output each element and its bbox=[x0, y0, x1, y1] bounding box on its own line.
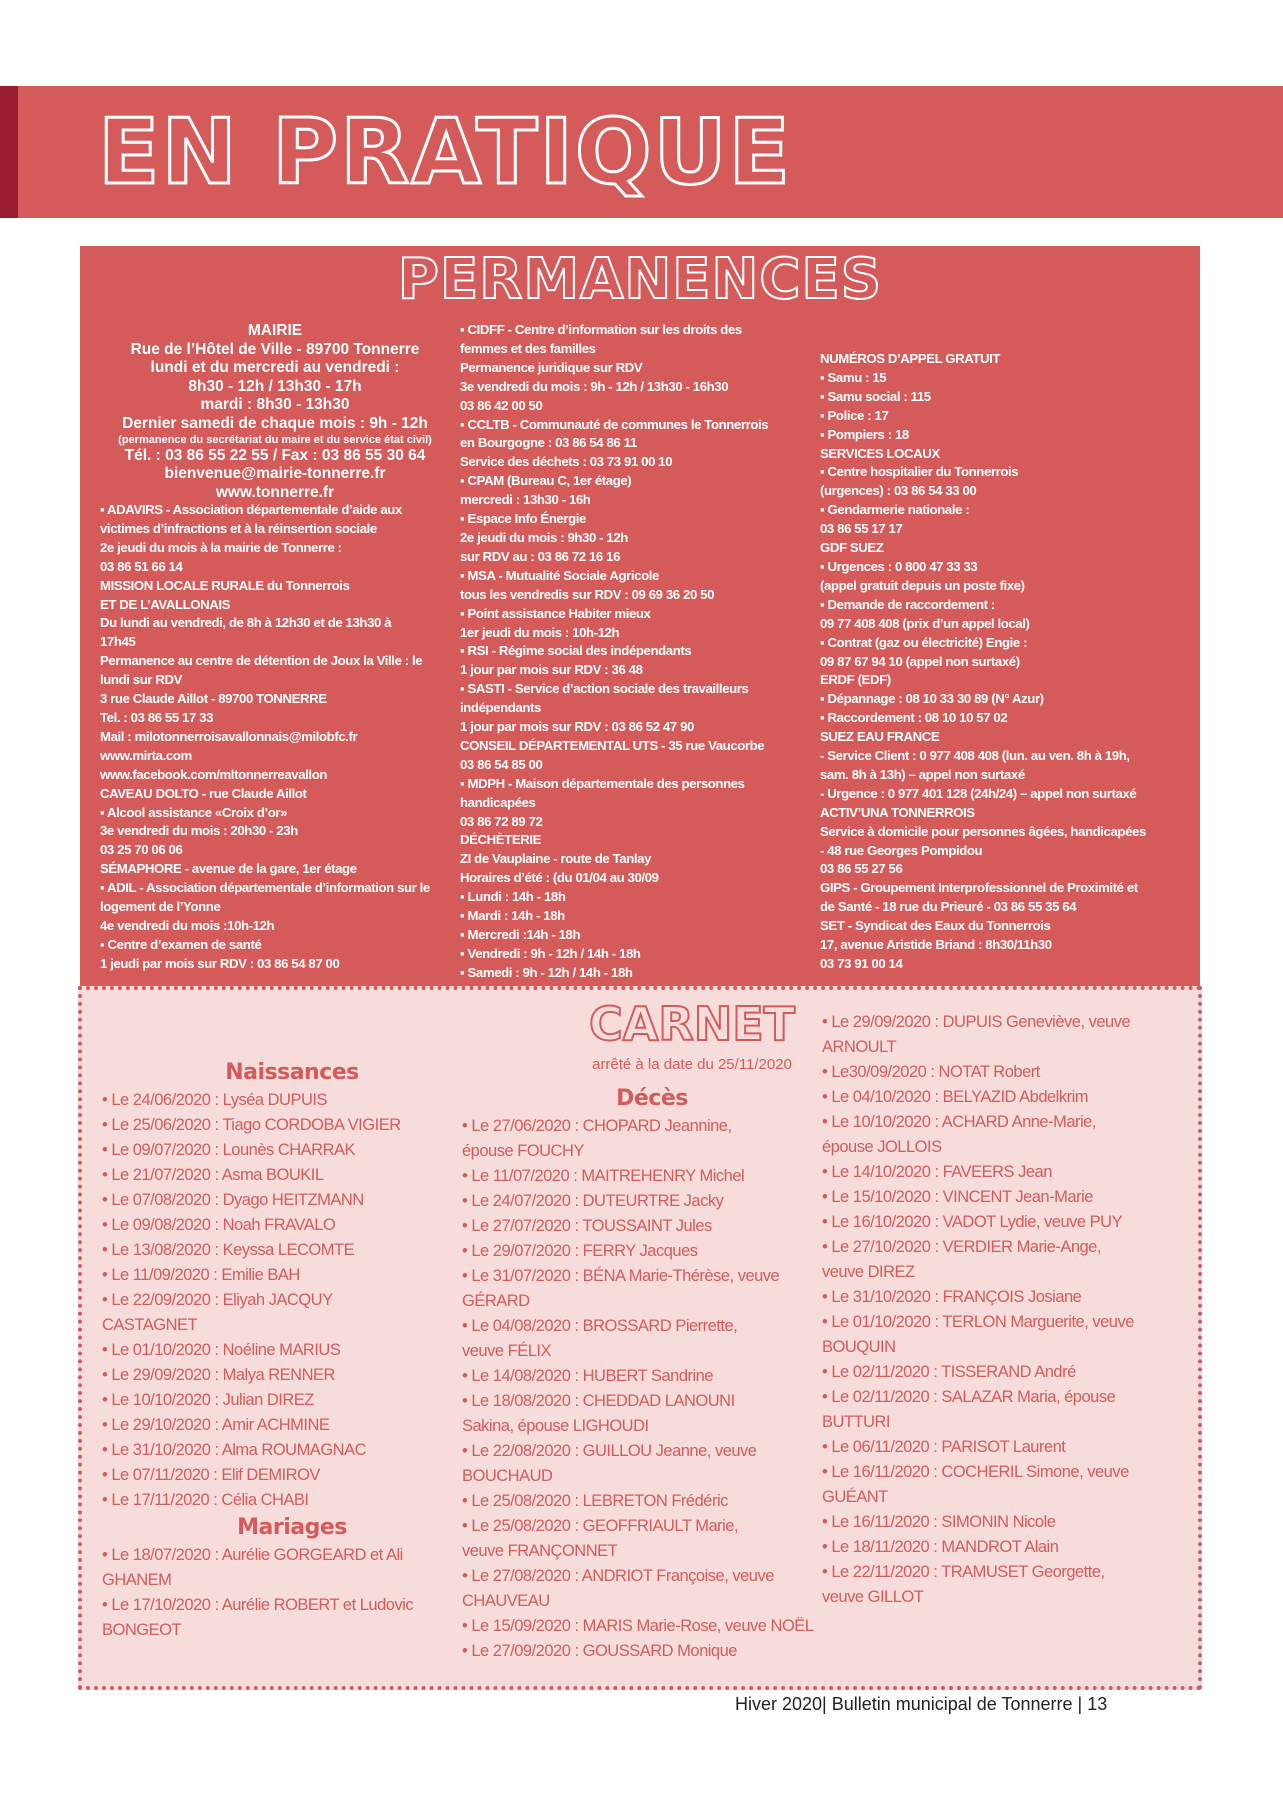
deces-entry: épouse JOLLOIS bbox=[822, 1138, 942, 1156]
permanence-line: CONSEIL DÉPARTEMENTAL UTS - 35 rue Vaucorbe bbox=[460, 737, 765, 753]
page-footer: Hiver 2020| Bulletin municipal de Tonnerre | 13 bbox=[735, 1694, 1108, 1714]
deces-entry: • Le 16/11/2020 : SIMONIN Nicole bbox=[822, 1513, 1056, 1531]
permanence-line: 1 jour par mois sur RDV : 36 48 bbox=[460, 662, 643, 678]
permanence-line: ▪ Alcool assistance «Croix d’or» bbox=[100, 804, 288, 820]
naissance-entry: • Le 09/07/2020 : Lounès CHARRAK bbox=[102, 1141, 356, 1159]
permanence-line: ▪ Point assistance Habiter mieux bbox=[460, 605, 651, 621]
deces-entry: • Le 15/09/2020 : MARIS Marie-Rose, veuve NOËL bbox=[462, 1617, 814, 1635]
permanence-line: 1er jeudi du mois : 10h-12h bbox=[460, 624, 620, 640]
permanence-line: 2e jeudi du mois : 9h30 - 12h bbox=[460, 529, 628, 545]
deces-entry: • Le 06/11/2020 : PARISOT Laurent bbox=[822, 1438, 1066, 1456]
deces-list-2 bbox=[822, 1010, 1202, 1610]
deces-entry: • Le 04/10/2020 : BELYAZID Abdelkrim bbox=[822, 1088, 1088, 1106]
naissances-heading: Naissances bbox=[225, 1060, 359, 1085]
permanence-line: lundi sur RDV bbox=[100, 672, 182, 688]
permanence-line: 17, avenue Aristide Briand : 8h30/11h30 bbox=[820, 937, 1052, 953]
carnet-column-3 bbox=[822, 1010, 1202, 1610]
deces-entry: • Le 27/06/2020 : CHOPARD Jeannine, bbox=[462, 1117, 732, 1135]
deces-entry: GÉRARD bbox=[462, 1292, 530, 1310]
permanence-line: ▪ Vendredi : 9h - 12h / 14h - 18h bbox=[460, 945, 641, 961]
deces-entry: • Le 22/08/2020 : GUILLOU Jeanne, veuve bbox=[462, 1442, 757, 1460]
permanence-line: Service à domicile pour personnes âgées, handicapées bbox=[820, 823, 1146, 839]
deces-entry: • Le 16/11/2020 : COCHERIL Simone, veuve bbox=[822, 1463, 1129, 1481]
permanence-line: ▪ Demande de raccordement : bbox=[820, 596, 995, 612]
permanence-line: Horaires d’été : (du 01/04 au 30/09 bbox=[460, 870, 659, 886]
permanence-line: de Santé - 18 rue du Prieuré - 03 86 55 35 64 bbox=[820, 899, 1077, 915]
deces-entry: • Le 31/07/2020 : BÉNA Marie-Thérèse, veuve bbox=[462, 1267, 780, 1285]
carnet-section bbox=[78, 986, 1202, 1690]
permanence-line: GIPS - Groupement Interprofessionnel de Proximité et bbox=[820, 880, 1138, 896]
permanence-line: ▪ MDPH - Maison départementale des personnes bbox=[460, 775, 745, 791]
mariages-list bbox=[102, 1543, 482, 1643]
permanence-line: ▪ MSA - Mutualité Sociale Agricole bbox=[460, 567, 659, 583]
permanence-line: ▪ Gendarmerie nationale : bbox=[820, 502, 970, 518]
deces-entry: • Le 15/10/2020 : VINCENT Jean-Marie bbox=[822, 1188, 1093, 1206]
deces-entry: • Le 01/10/2020 : TERLON Marguerite, veuve bbox=[822, 1313, 1134, 1331]
permanence-line: 03 73 91 00 14 bbox=[820, 956, 903, 971]
permanence-line: 03 86 55 27 56 bbox=[820, 861, 903, 877]
permanence-line: handicapées bbox=[460, 794, 536, 810]
permanence-line: ▪ Mardi : 14h - 18h bbox=[460, 908, 565, 924]
permanences-title: PERMANENCES bbox=[397, 247, 883, 312]
permanence-line: ▪ ADAVIRS - Association départementale d’aide aux bbox=[100, 502, 402, 517]
permanence-line: tous les vendredis sur RDV : 09 69 36 20 50 bbox=[460, 586, 715, 602]
deces-entry: • Le 25/08/2020 : GEOFFRIAULT Marie, bbox=[462, 1517, 739, 1535]
permanence-line: femmes et des familles bbox=[460, 340, 596, 356]
naissances-list bbox=[102, 1088, 482, 1513]
permanence-line: ▪ RSI - Régime social des indépendants bbox=[460, 643, 692, 659]
naissance-entry: • Le 13/08/2020 : Keyssa LECOMTE bbox=[102, 1241, 355, 1259]
mairie-line: bienvenue@mairie-tonnerre.fr bbox=[164, 465, 386, 483]
deces-entry: CHAUVEAU bbox=[462, 1592, 550, 1610]
permanence-line: SET - Syndicat des Eaux du Tonnerrois bbox=[820, 918, 1051, 934]
permanence-line: 09 77 408 408 (prix d’un appel local) bbox=[820, 615, 1030, 631]
deces-entry: • Le 25/08/2020 : LEBRETON Frédéric bbox=[462, 1492, 728, 1510]
permanence-line: Service des déchets : 03 73 91 00 10 bbox=[460, 454, 673, 470]
naissance-entry: • Le 01/10/2020 : Noéline MARIUS bbox=[102, 1341, 341, 1359]
permanence-line: Mail : milotonnerroisavallonnais@milobfc.fr bbox=[100, 728, 358, 744]
carnet-column-2 bbox=[462, 1058, 842, 1664]
permanence-line: 1 jeudi par mois sur RDV : 03 86 54 87 00 bbox=[100, 955, 340, 971]
permanences-column-1 bbox=[100, 501, 430, 974]
naissance-entry: • Le 29/09/2020 : Malya RENNER bbox=[102, 1366, 335, 1384]
permanences-column-3 bbox=[820, 350, 1146, 974]
permanences-section bbox=[80, 246, 1200, 986]
deces-heading: Décès bbox=[616, 1086, 688, 1111]
permanence-line: ▪ Pompiers : 18 bbox=[820, 426, 909, 442]
permanence-line: ▪ Samu social : 115 bbox=[820, 388, 931, 404]
mairie-line: www.tonnerre.fr bbox=[215, 483, 335, 501]
permanence-line: NUMÉROS D’APPEL GRATUIT bbox=[820, 351, 1001, 366]
permanence-line: (appel gratuit depuis un poste fixe) bbox=[820, 577, 1025, 593]
permanence-line: ▪ Contrat (gaz ou électricité) Engie : bbox=[820, 634, 1028, 650]
naissance-entry: • Le 07/11/2020 : Elif DEMIROV bbox=[102, 1466, 320, 1484]
naissance-entry: • Le 24/06/2020 : Lyséa DUPUIS bbox=[102, 1091, 327, 1109]
mairie-line: Tél. : 03 86 55 22 55 / Fax : 03 86 55 30 64 bbox=[124, 446, 426, 464]
deces-entry: veuve FÉLIX bbox=[462, 1342, 551, 1360]
permanence-line: 3e vendredi du mois : 20h30 - 23h bbox=[100, 823, 298, 839]
deces-entry: • Le 02/11/2020 : SALAZAR Maria, épouse bbox=[822, 1388, 1116, 1406]
permanence-line: 03 86 54 85 00 bbox=[460, 756, 543, 772]
naissance-entry: • Le 11/09/2020 : Emilie BAH bbox=[102, 1266, 300, 1284]
page-title: EN PRATIQUE bbox=[98, 100, 793, 205]
permanence-line: ▪ CPAM (Bureau C, 1er étage) bbox=[460, 473, 632, 489]
deces-entry: • Le 10/10/2020 : ACHARD Anne-Marie, bbox=[822, 1113, 1096, 1131]
permanence-line: 03 25 70 06 06 bbox=[100, 842, 183, 858]
deces-entry: • Le 02/11/2020 : TISSERAND André bbox=[822, 1363, 1076, 1381]
mariage-entry: • Le 18/07/2020 : Aurélie GORGEARD et Ali bbox=[102, 1546, 403, 1564]
permanence-line: victimes d’infractions et à la réinsertion sociale bbox=[100, 520, 377, 536]
permanence-line: MISSION LOCALE RURALE du Tonnerrois bbox=[100, 577, 350, 593]
permanence-line: ▪ Centre hospitalier du Tonnerrois bbox=[820, 464, 1019, 480]
permanence-line: ERDF (EDF) bbox=[820, 672, 891, 688]
permanence-line: indépendants bbox=[460, 700, 541, 716]
permanence-line: - Urgence : 0 977 401 128 (24h/24) – appel non surtaxé bbox=[820, 785, 1137, 801]
permanence-line: DÉCHÈTERIE bbox=[460, 832, 541, 848]
permanence-line: ▪ ADIL - Association départementale d’information sur le bbox=[100, 880, 430, 896]
deces-entry: • Le30/09/2020 : NOTAT Robert bbox=[822, 1063, 1040, 1081]
mairie-line: mardi : 8h30 - 13h30 bbox=[200, 396, 350, 414]
permanence-line: 03 86 72 89 72 bbox=[460, 813, 543, 829]
deces-entry: BOUCHAUD bbox=[462, 1467, 553, 1485]
permanence-line: 3 rue Claude Aillot - 89700 TONNERRE bbox=[100, 691, 327, 707]
mariage-entry: BONGEOT bbox=[102, 1621, 182, 1639]
permanence-line: ▪ CCLTB - Communauté de communes le Tonnerrois bbox=[460, 416, 769, 432]
permanence-line: 1 jour par mois sur RDV : 03 86 52 47 90 bbox=[460, 719, 694, 735]
deces-entry: • Le 27/08/2020 : ANDRIOT Françoise, veuve bbox=[462, 1567, 774, 1585]
mariage-entry: • Le 17/10/2020 : Aurélie ROBERT et Ludovic bbox=[102, 1596, 414, 1614]
mairie-line: (permanence du secrétariat du maire et du service état civil) bbox=[118, 433, 432, 446]
permanence-line: ▪ CIDFF - Centre d’information sur les droits des bbox=[460, 322, 742, 337]
permanence-line: 09 87 67 94 10 (appel non surtaxé) bbox=[820, 653, 1020, 669]
deces-entry: veuve FRANÇONNET bbox=[462, 1542, 618, 1560]
permanence-line: ▪ Raccordement : 08 10 10 57 02 bbox=[820, 710, 1008, 726]
deces-entry: BUTTURI bbox=[822, 1413, 890, 1431]
naissance-entry: • Le 29/10/2020 : Amir ACHMINE bbox=[102, 1416, 330, 1434]
permanence-line: - 48 rue Georges Pompidou bbox=[820, 842, 983, 858]
permanence-line: ▪ Urgences : 0 800 47 33 33 bbox=[820, 558, 978, 574]
permanence-line: www.facebook.com/mltonnerreavallon bbox=[100, 766, 328, 782]
mairie-line: MAIRIE bbox=[247, 322, 303, 339]
deces-entry: • Le 14/10/2020 : FAVEERS Jean bbox=[822, 1163, 1052, 1181]
permanence-line: Du lundi au vendredi, de 8h à 12h30 et de 13h30 à bbox=[100, 615, 392, 631]
deces-entry: • Le 27/09/2020 : GOUSSARD Monique bbox=[462, 1642, 737, 1660]
deces-list-1 bbox=[462, 1114, 842, 1664]
mairie-line: Rue de l’Hôtel de Ville - 89700 Tonnerre bbox=[130, 340, 420, 358]
deces-entry: • Le 27/07/2020 : TOUSSAINT Jules bbox=[462, 1217, 712, 1235]
permanence-line: sam. 8h à 13h) – appel non surtaxé bbox=[820, 766, 1025, 782]
permanence-line: logement de l’Yonne bbox=[100, 899, 221, 915]
deces-entry: ARNOULT bbox=[822, 1038, 897, 1056]
permanence-line: SUEZ EAU FRANCE bbox=[820, 729, 940, 745]
permanence-line: SÉMAPHORE - avenue de la gare, 1er étage bbox=[100, 861, 357, 877]
permanence-line: ▪ Lundi : 14h - 18h bbox=[460, 889, 566, 905]
permanence-line: GDF SUEZ bbox=[820, 540, 884, 556]
permanence-line: ▪ Samedi : 9h - 12h / 14h - 18h bbox=[460, 964, 633, 980]
permanence-line: SERVICES LOCAUX bbox=[820, 445, 940, 461]
naissance-entry: • Le 07/08/2020 : Dyago HEITZMANN bbox=[102, 1191, 364, 1209]
deces-entry: veuve GILLOT bbox=[822, 1588, 924, 1606]
permanence-line: 03 86 55 17 17 bbox=[820, 521, 903, 537]
permanence-line: ▪ Centre d’examen de santé bbox=[100, 936, 262, 952]
permanence-line: 4e vendredi du mois :10h-12h bbox=[100, 917, 275, 933]
permanence-line: ▪ Espace Info Énergie bbox=[460, 511, 586, 527]
deces-entry: • Le 14/08/2020 : HUBERT Sandrine bbox=[462, 1367, 714, 1385]
naissance-entry: • Le 21/07/2020 : Asma BOUKIL bbox=[102, 1166, 324, 1184]
deces-entry: • Le 24/07/2020 : DUTEURTRE Jacky bbox=[462, 1192, 724, 1210]
naissance-entry: • Le 09/08/2020 : Noah FRAVALO bbox=[102, 1216, 336, 1234]
permanence-line: Permanence juridique sur RDV bbox=[460, 359, 643, 375]
carnet-column-1 bbox=[102, 1058, 482, 1643]
permanence-line: Tel. : 03 86 55 17 33 bbox=[100, 709, 214, 725]
deces-entry: épouse FOUCHY bbox=[462, 1142, 584, 1160]
permanence-line: 03 86 51 66 14 bbox=[100, 558, 183, 574]
deces-entry: • Le 29/09/2020 : DUPUIS Geneviève, veuve bbox=[822, 1013, 1131, 1031]
permanence-line: CAVEAU DOLTO - rue Claude Aillot bbox=[100, 785, 307, 801]
mairie-line: Dernier samedi de chaque mois : 9h - 12h bbox=[122, 414, 428, 432]
naissance-entry: CASTAGNET bbox=[102, 1316, 198, 1334]
mairie-line: lundi et du mercredi au vendredi : bbox=[150, 359, 400, 377]
deces-entry: • Le 04/08/2020 : BROSSARD Pierrette, bbox=[462, 1317, 738, 1335]
carnet-subtitle: arrêté à la date du 25/11/2020 bbox=[592, 1056, 792, 1073]
permanences-column-2 bbox=[460, 321, 768, 983]
deces-entry: • Le 11/07/2020 : MAITREHENRY Michel bbox=[462, 1167, 745, 1185]
naissance-entry: • Le 10/10/2020 : Julian DIREZ bbox=[102, 1391, 314, 1409]
deces-entry: GUÉANT bbox=[822, 1488, 888, 1506]
permanence-line: ▪ Samu : 15 bbox=[820, 369, 887, 385]
deces-entry: • Le 18/08/2020 : CHEDDAD LANOUNI bbox=[462, 1392, 735, 1410]
permanence-line: ▪ Police : 17 bbox=[820, 407, 889, 423]
permanence-line: sur RDV au : 03 86 72 16 16 bbox=[460, 548, 621, 564]
carnet-title: CARNET bbox=[588, 997, 796, 1051]
naissance-entry: • Le 31/10/2020 : Alma ROUMAGNAC bbox=[102, 1441, 366, 1459]
naissance-entry: • Le 25/06/2020 : Tiago CORDOBA VIGIER bbox=[102, 1116, 401, 1134]
deces-entry: BOUQUIN bbox=[822, 1338, 896, 1356]
deces-entry: veuve DIREZ bbox=[822, 1263, 915, 1281]
mariage-entry: GHANEM bbox=[102, 1571, 172, 1589]
deces-entry: • Le 18/11/2020 : MANDROT Alain bbox=[822, 1538, 1059, 1556]
permanence-line: (urgences) : 03 86 54 33 00 bbox=[820, 483, 977, 499]
deces-entry: • Le 29/07/2020 : FERRY Jacques bbox=[462, 1242, 698, 1260]
mairie-line: 8h30 - 12h / 13h30 - 17h bbox=[188, 377, 362, 395]
deces-entry: • Le 22/11/2020 : TRAMUSET Georgette, bbox=[822, 1563, 1105, 1581]
permanence-line: 3e vendredi du mois : 9h - 12h / 13h30 - 16h30 bbox=[460, 378, 729, 394]
deces-entry: • Le 31/10/2020 : FRANÇOIS Josiane bbox=[822, 1288, 1082, 1306]
naissance-entry: • Le 22/09/2020 : Eliyah JACQUY bbox=[102, 1291, 333, 1309]
permanence-line: ▪ Mercredi :14h - 18h bbox=[460, 927, 581, 942]
permanence-line: ACTIV’UNA TONNERROIS bbox=[820, 804, 975, 820]
mariages-heading: Mariages bbox=[237, 1515, 347, 1540]
deces-entry: • Le 16/10/2020 : VADOT Lydie, veuve PUY bbox=[822, 1213, 1123, 1231]
deces-entry: • Le 27/10/2020 : VERDIER Marie-Ange, bbox=[822, 1238, 1101, 1256]
permanence-line: ZI de Vauplaine - route de Tanlay bbox=[460, 851, 652, 867]
permanence-line: 2e jeudi du mois à la mairie de Tonnerre : bbox=[100, 539, 342, 555]
permanence-line: Permanence au centre de détention de Joux la Ville : le bbox=[100, 653, 423, 669]
permanence-line: ▪ Dépannage : 08 10 33 30 89 (N° Azur) bbox=[820, 691, 1044, 707]
permanence-line: ▪ SASTI - Service d’action sociale des travailleurs bbox=[460, 681, 749, 697]
permanence-line: - Service Client : 0 977 408 408 (lun. au ven. 8h à 19h, bbox=[820, 748, 1130, 764]
permanence-line: en Bourgogne : 03 86 54 86 11 bbox=[460, 435, 637, 451]
permanence-line: ET DE L’AVALLONAIS bbox=[100, 596, 231, 612]
permanence-line: 17h45 bbox=[100, 634, 136, 650]
permanence-line: www.mirta.com bbox=[100, 747, 192, 763]
permanence-line: 03 86 42 00 50 bbox=[460, 397, 543, 413]
mairie-block bbox=[90, 322, 460, 502]
naissance-entry: • Le 17/11/2020 : Célia CHABI bbox=[102, 1491, 309, 1509]
deces-entry: Sakina, épouse LIGHOUDI bbox=[462, 1417, 649, 1435]
header-accent-bar bbox=[0, 86, 18, 218]
permanence-line: mercredi : 13h30 - 16h bbox=[460, 492, 591, 508]
